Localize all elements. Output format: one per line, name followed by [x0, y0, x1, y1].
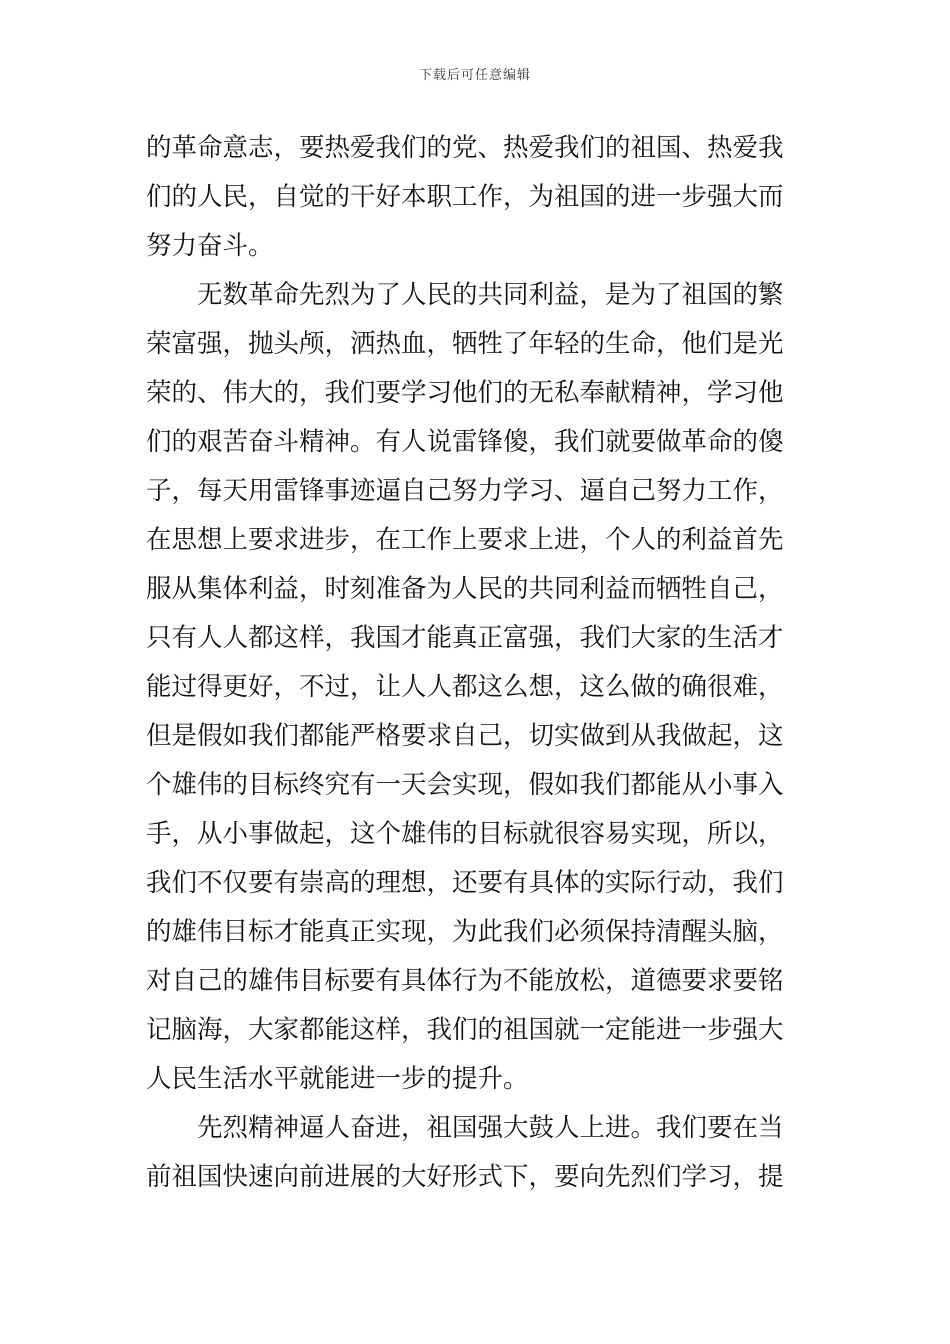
text-line: 努力奋斗。 [146, 231, 274, 261]
text-line: 手，从小事做起，这个雄伟的目标就很容易实现，所以， [146, 819, 784, 849]
text-line: 的革命意志，要热爱我们的党、热爱我们的祖国、热爱我 [146, 133, 784, 163]
text-line: 无数革命先烈为了人民的共同利益，是为了祖国的繁 [146, 280, 784, 310]
page-header: 下载后可任意编辑 [418, 68, 531, 83]
text-line: 的雄伟目标才能真正实现，为此我们必须保持清醒头脑， [146, 917, 784, 947]
text-line: 荣富强，抛头颅，洒热血，牺牲了年轻的生命，他们是光 [146, 329, 784, 359]
text-line: 但是假如我们都能严格要求自己，切实做到从我做起，这 [146, 721, 784, 751]
text-line: 们的人民，自觉的干好本职工作，为祖国的进一步强大而 [146, 182, 784, 212]
text-line: 前祖国快速向前进展的大好形式下，要向先烈们学习，提 [146, 1162, 784, 1192]
text-line: 们的艰苦奋斗精神。有人说雷锋傻，我们就要做革命的傻 [146, 427, 784, 457]
text-line: 人民生活水平就能进一步的提升。 [146, 1064, 529, 1094]
text-line: 我们不仅要有崇高的理想，还要有具体的实际行动，我们 [146, 868, 784, 898]
text-line: 在思想上要求进步，在工作上要求上进，个人的利益首先 [146, 525, 784, 555]
text-line: 荣的、伟大的，我们要学习他们的无私奉献精神，学习他 [146, 378, 784, 408]
text-line: 先烈精神逼人奋进，祖国强大鼓人上进。我们要在当 [146, 1113, 784, 1143]
text-line: 能过得更好，不过，让人人都这么想，这么做的确很难， [146, 672, 784, 702]
text-line: 个雄伟的目标终究有一天会实现，假如我们都能从小事入 [146, 770, 784, 800]
text-line: 对自己的雄伟目标要有具体行为不能放松，道德要求要铭 [146, 966, 784, 996]
text-line: 子，每天用雷锋事迹逼自己努力学习、逼自己努力工作， [146, 476, 784, 506]
text-line: 记脑海，大家都能这样，我们的祖国就一定能进一步强大 [146, 1015, 784, 1045]
text-line: 服从集体利益，时刻准备为人民的共同利益而牺牲自己， [146, 574, 784, 604]
document-body [146, 124, 811, 1202]
text-line: 只有人人都这样，我国才能真正富强，我们大家的生活才 [146, 623, 784, 653]
